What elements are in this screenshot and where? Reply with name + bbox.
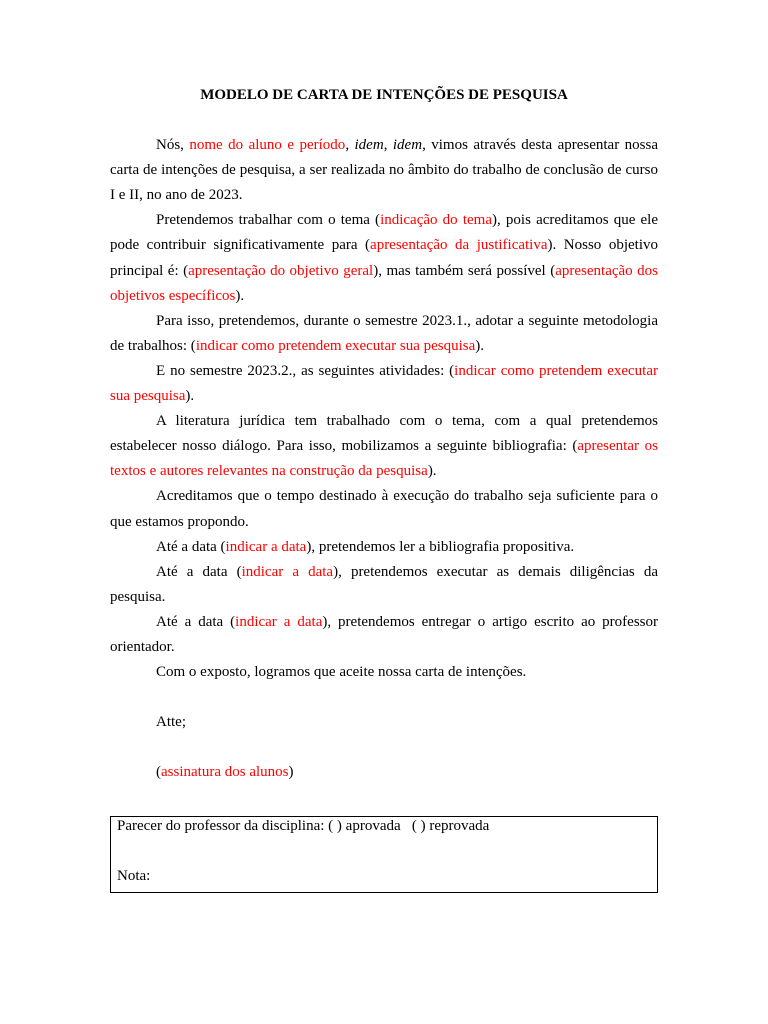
document-page: [110, 83, 658, 785]
placeholder-date: indicar a data: [241, 563, 334, 580]
paragraph-literature: A literatura jurídica tem trabalhado com o tema, com a qual pretendemos estabelecer nosso diálogo. Para isso, mobilizamos a seguinte bibliografia: (apresentar os textos e autores relevantes na construção da pesquisa).: [110, 413, 658, 480]
placeholder-general-objective: apresentação do objetivo geral: [188, 262, 374, 279]
document-title: MODELO DE CARTA DE INTENÇÕES DE PESQUISA: [200, 87, 568, 103]
placeholder-signature: assinatura dos alunos: [161, 764, 289, 781]
placeholder-date: indicar a data: [225, 538, 307, 555]
placeholder-theme: indicação do tema: [380, 212, 492, 229]
paragraph-date-diligences: Até a data (indicar a data), pretendemos executar as demais diligências da pesquisa.: [110, 563, 658, 605]
placeholder-methodology: indicar como pretendem executar sua pesquisa: [195, 337, 476, 354]
paragraph-second-semester: E no semestre 2023.2., as seguintes atividades: (indicar como pretendem executar sua pesquisa).: [110, 362, 658, 405]
placeholder-date: indicar a data: [235, 613, 323, 630]
spacer: [110, 735, 658, 760]
paragraph-date-delivery: Até a data (indicar a data), pretendemos entregar o artigo escrito ao professor orientador.: [110, 613, 658, 655]
paragraph-time: Acreditamos que o tempo destinado à execução do trabalho seja suficiente para o que estamos propondo.: [110, 488, 658, 530]
closing-text: Atte;: [156, 714, 186, 731]
signature-line: (assinatura dos alunos): [156, 764, 294, 781]
grade-label: Nota:: [117, 868, 151, 884]
placeholder-specific-objectives: apresentação dos objetivos específicos: [110, 262, 658, 304]
paragraph-methodology: Para isso, pretendemos, durante o semestre 2023.1., adotar a seguinte metodologia de trabalhos: (indicar como pretendem executar sua pesquisa).: [110, 312, 658, 354]
professor-opinion-line: Parecer do professor da disciplina: ( ) aprovada ( ) reprovada: [117, 818, 490, 834]
professor-review-box: [110, 816, 658, 893]
placeholder-justification: apresentação da justificativa: [370, 237, 548, 254]
placeholder-activities: indicar como pretendem executar sua pesquisa: [110, 362, 658, 405]
placeholder-bibliography: apresentar os textos e autores relevantes na construção da pesquisa: [110, 438, 658, 480]
paragraph-theme: Pretendemos trabalhar com o tema (indicação do tema), pois acreditamos que ele pode contribuir significativamente para (apresentação da justificativa). Nosso objetivo principal é: (apresentação do objetivo geral), mas também será possível (apresentação dos objetivos específicos).: [110, 212, 658, 304]
paragraph-date-reading: Até a data (indicar a data), pretendemos ler a bibliografia propositiva.: [156, 538, 575, 555]
spacer: [110, 685, 658, 710]
paragraph-intro: Nós, nome do aluno e período, idem, idem, vimos através desta apresentar nossa carta de intenções de pesquisa, a ser realizada no âmbito do trabalho de conclusão de curso I e II, no ano de 2023.: [110, 137, 658, 204]
paragraph-conclusion: Com o exposto, logramos que aceite nossa carta de intenções.: [156, 664, 527, 681]
placeholder-student-name: nome do aluno e período: [189, 137, 346, 154]
